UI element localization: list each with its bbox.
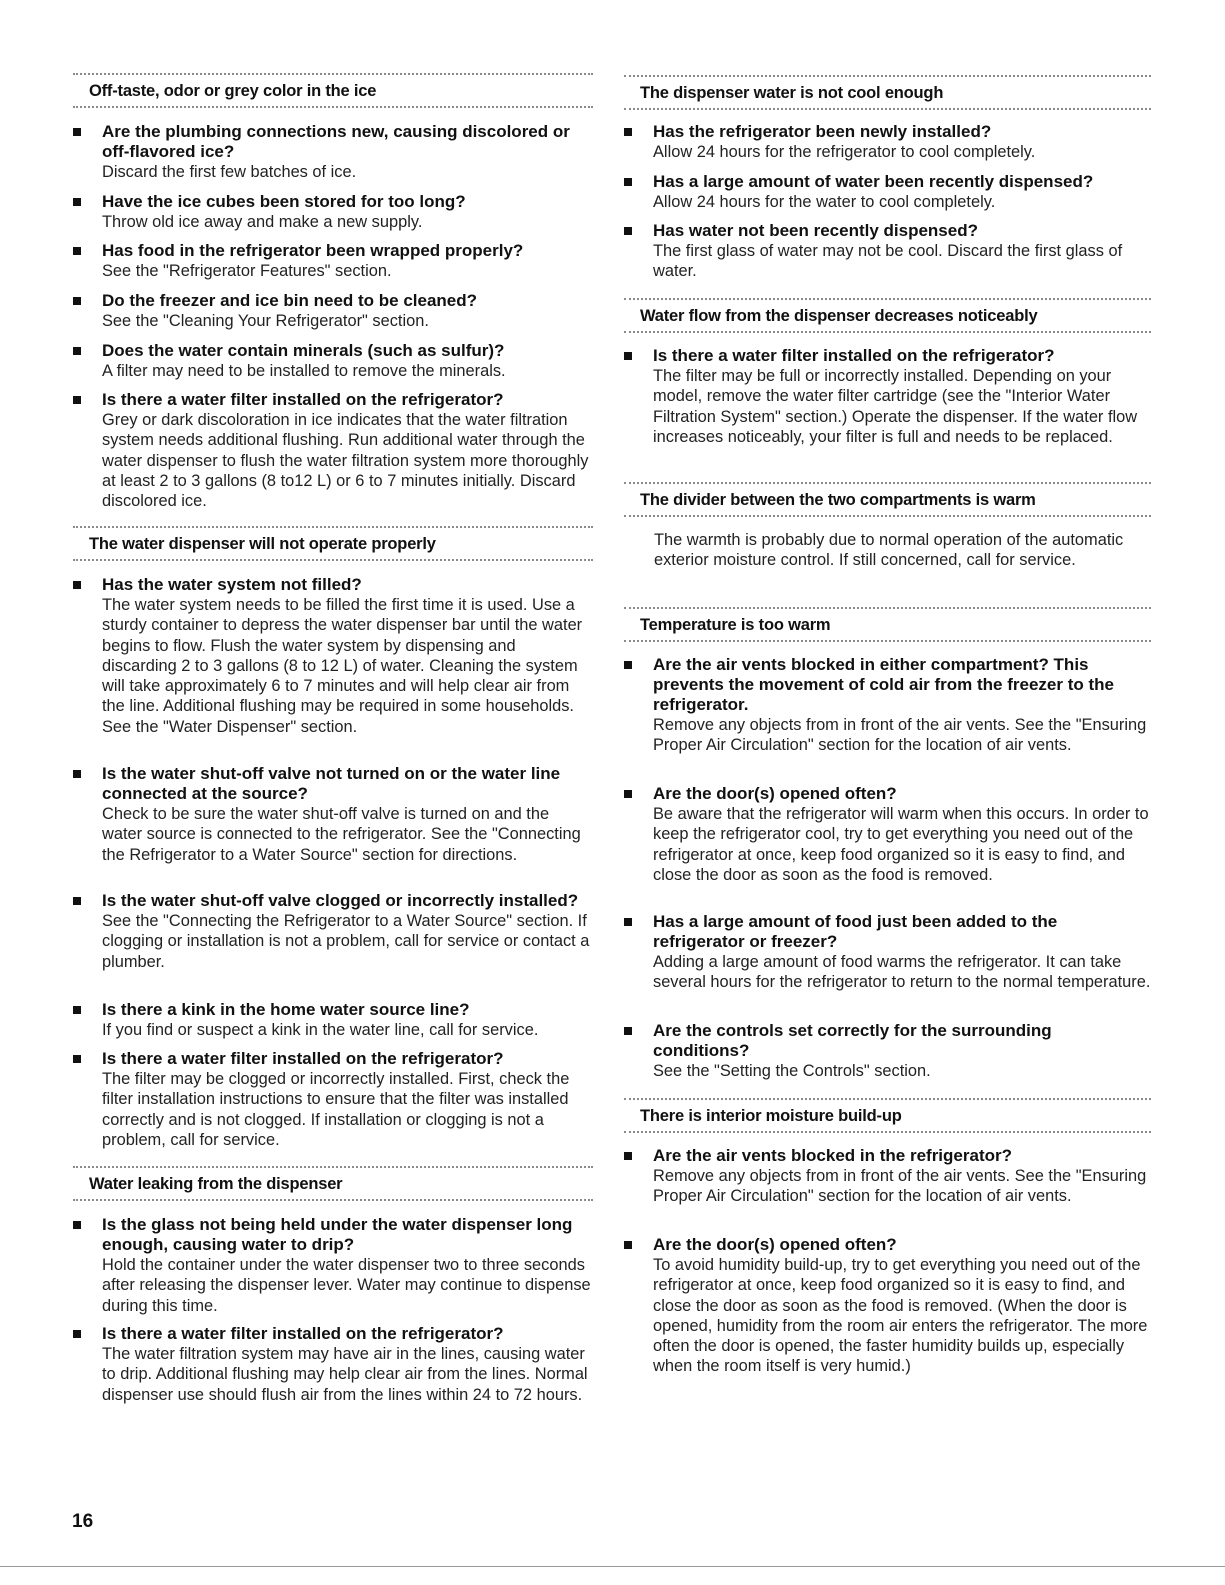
question: Do the freezer and ice bin need to be cleaned? — [102, 291, 478, 310]
answer: Adding a large amount of food warms the refrigerator. It can take several hours for the refrigerator to return to the normal temperature. — [653, 953, 1151, 992]
list-item — [624, 912, 1151, 993]
section-title: The water dispenser will not operate properly — [89, 535, 436, 553]
list-item — [73, 241, 593, 281]
answer: To avoid humidity build-up, try to get everything you need out of the refrigerator at once, keep food organized so it is easy to find, and close the door as soon as the food is removed. (When the door is opened, humidity from the room air enters the refrigerator. The more often the door is opened, the faster humidity builds up, especially when the room itself is very humid.) — [653, 1256, 1148, 1376]
dotted-rule — [624, 108, 1151, 110]
bullet-icon — [624, 661, 632, 669]
answer: See the "Refrigerator Features" section. — [102, 262, 392, 280]
section-title: Water leaking from the dispenser — [89, 1175, 343, 1193]
list-item — [624, 1021, 1151, 1081]
list-item — [73, 122, 593, 182]
answer: If you find or suspect a kink in the water line, call for service. — [102, 1021, 539, 1039]
question: Are the door(s) opened often? — [653, 1235, 897, 1254]
page-number: 16 — [72, 1511, 94, 1532]
section-title: Off-taste, odor or grey color in the ice — [89, 82, 377, 100]
section-title: Temperature is too warm — [640, 616, 831, 634]
list-item — [73, 764, 593, 865]
bullet-icon — [73, 1006, 81, 1014]
answer: The first glass of water may not be cool. Discard the first glass of water. — [653, 242, 1123, 281]
answer: Remove any objects from in front of the air vents. See the "Ensuring Proper Air Circulation" section for the location of air vents. — [653, 1167, 1147, 1206]
list-item — [73, 390, 593, 511]
bullet-icon — [624, 1152, 632, 1160]
answer: Throw old ice away and make a new supply. — [102, 213, 423, 231]
dotted-rule — [624, 607, 1151, 609]
section-header-water-leaking — [73, 1166, 593, 1206]
dotted-rule — [73, 106, 593, 108]
bullet-icon — [73, 297, 81, 305]
dotted-rule — [624, 482, 1151, 484]
bullet-icon — [73, 247, 81, 255]
answer: Allow 24 hours for the refrigerator to cool completely. — [653, 143, 1036, 161]
question: Has a large amount of food just been added to the refrigerator or freezer? — [653, 912, 1058, 951]
dotted-rule — [624, 331, 1151, 333]
dotted-rule — [73, 1166, 593, 1168]
question: Has water not been recently dispensed? — [653, 221, 978, 240]
section-title: There is interior moisture build-up — [640, 1107, 902, 1125]
list-item — [73, 1000, 593, 1040]
section-header-water-flow — [624, 298, 1151, 338]
bullet-icon — [624, 178, 632, 186]
bullet-icon — [73, 770, 81, 778]
question: Are the controls set correctly for the surrounding conditions? — [653, 1021, 1052, 1060]
bullet-icon — [73, 1221, 81, 1229]
bullet-icon — [624, 790, 632, 798]
dotted-rule — [624, 515, 1151, 517]
list-item — [624, 1235, 1151, 1377]
bullet-icon — [73, 128, 81, 136]
answer: The filter may be clogged or incorrectly installed. First, check the filter installation instructions to ensure that the filter was installed correctly and is not clogged. If installation or clogging is not a problem, call for service. — [102, 1070, 570, 1149]
section-header-water-not-cool — [624, 75, 1151, 115]
bullet-icon — [624, 128, 632, 136]
list-item — [73, 291, 593, 331]
question: Is the water shut-off valve not turned on or the water line connected at the source? — [102, 764, 561, 803]
answer: Grey or dark discoloration in ice indicates that the water filtration system needs additional flushing. Run additional water through the water dispenser to flush the water filtration system more thoroughly at least 2 to 3 gallons (8 to12 L) or 6 to 7 minutes initially. Discard discolored ice. — [102, 411, 589, 511]
question: Has the refrigerator been newly installed? — [653, 122, 992, 141]
list-item — [73, 341, 593, 381]
paragraph: The warmth is probably due to normal operation of the automatic exterior moisture control. If still concerned, call for service. — [654, 531, 1124, 570]
list-item — [73, 891, 593, 972]
answer: Be aware that the refrigerator will warm when this occurs. In order to keep the refrigerator cool, try to get everything you need out of the refrigerator at once, keep food organized so it is easy to find, and close the door as soon as the food is removed. — [653, 805, 1149, 884]
section-title: The divider between the two compartments is warm — [640, 491, 1036, 509]
question: Are the door(s) opened often? — [653, 784, 897, 803]
list-item — [73, 575, 593, 737]
bullet-icon — [73, 347, 81, 355]
section-title: The dispenser water is not cool enough — [640, 84, 944, 102]
dotted-rule — [624, 640, 1151, 642]
question: Is there a water filter installed on the refrigerator? — [102, 390, 504, 409]
question: Has the water system not filled? — [102, 575, 362, 594]
answer: Remove any objects from in front of the air vents. See the "Ensuring Proper Air Circulation" section for the location of air vents. — [653, 716, 1147, 755]
list-item — [624, 172, 1151, 212]
question: Are the air vents blocked in either compartment? This prevents the movement of cold air from the freezer to the refrigerator. — [653, 655, 1114, 714]
section-header-temperature-warm — [624, 607, 1151, 647]
dotted-rule — [73, 73, 593, 75]
list-item — [73, 1215, 593, 1316]
question: Is there a water filter installed on the refrigerator? — [102, 1049, 504, 1068]
section-header-dispenser-not-operating — [73, 526, 593, 566]
question: Is there a water filter installed on the refrigerator? — [653, 346, 1055, 365]
list-item — [624, 122, 1151, 162]
section-header-ice-odor — [73, 73, 593, 113]
section-header-moisture-build-up — [624, 1098, 1151, 1138]
bullet-icon — [73, 1330, 81, 1338]
dotted-rule — [624, 75, 1151, 77]
bullet-icon — [624, 918, 632, 926]
answer: See the "Connecting the Refrigerator to a Water Source" section. If clogging or installation is not a problem, call for service or contact a plumber. — [102, 912, 590, 971]
question: Is the water shut-off valve clogged or incorrectly installed? — [102, 891, 579, 910]
bullet-icon — [73, 1055, 81, 1063]
bullet-icon — [73, 581, 81, 589]
answer: A filter may need to be installed to remove the minerals. — [102, 362, 506, 380]
list-item — [624, 346, 1151, 447]
bullet-icon — [624, 352, 632, 360]
bullet-icon — [624, 227, 632, 235]
bullet-icon — [73, 396, 81, 404]
question: Are the air vents blocked in the refrigerator? — [653, 1146, 1012, 1165]
question: Is the glass not being held under the water dispenser long enough, causing water to drip? — [102, 1215, 573, 1254]
answer: Discard the first few batches of ice. — [102, 163, 357, 181]
list-item — [73, 1049, 593, 1150]
question: Have the ice cubes been stored for too long? — [102, 192, 466, 211]
question: Is there a kink in the home water source line? — [102, 1000, 470, 1019]
list-item — [73, 1324, 593, 1405]
answer: The filter may be full or incorrectly installed. Depending on your model, remove the water filter cartridge (see the "Interior Water Filtration System" section.) Operate the dispenser. If the water flow increases noticeably, your filter is full and needs to be replaced. — [653, 367, 1138, 446]
dotted-rule — [624, 1098, 1151, 1100]
list-item — [624, 655, 1151, 756]
bullet-icon — [73, 897, 81, 905]
list-item — [624, 1146, 1151, 1207]
bullet-icon — [73, 198, 81, 206]
section-header-divider-warm — [624, 482, 1151, 522]
question: Is there a water filter installed on the refrigerator? — [102, 1324, 504, 1343]
list-item — [624, 784, 1151, 885]
answer: Allow 24 hours for the water to cool completely. — [653, 193, 996, 211]
dotted-rule — [73, 526, 593, 528]
dotted-rule — [624, 298, 1151, 300]
question: Has food in the refrigerator been wrapped properly? — [102, 241, 524, 260]
answer: See the "Cleaning Your Refrigerator" section. — [102, 312, 429, 330]
dotted-rule — [624, 1131, 1151, 1133]
answer: The water filtration system may have air in the lines, causing water to drip. Additional flushing may help clear air from the lines. Normal dispenser use should flush air from the lines within 24 to 72 hours. — [102, 1345, 588, 1404]
answer: The water system needs to be filled the first time it is used. Use a sturdy container to depress the water dispenser bar until the water begins to flow. Flush the water system by dispensing and discarding 2 to 3 gallons (8 to 12 L) of water. Cleaning the system will take approximately 6 to 7 minutes and will help clear air from the line. Additional flushing may be required in some households. See the "Water Dispenser" section. — [102, 596, 583, 736]
question: Are the plumbing connections new, causing discolored or off-flavored ice? — [102, 122, 570, 161]
bullet-icon — [624, 1241, 632, 1249]
question: Does the water contain minerals (such as sulfur)? — [102, 341, 505, 360]
answer: Hold the container under the water dispenser two to three seconds after releasing the dispenser lever. Water may continue to dispense during this time. — [102, 1256, 591, 1315]
bullet-icon — [624, 1027, 632, 1035]
answer: Check to be sure the water shut-off valve is turned on and the water source is connected to the refrigerator. See the "Connecting the Refrigerator to a Water Source" section for directions. — [102, 805, 581, 864]
section-title: Water flow from the dispenser decreases noticeably — [640, 307, 1038, 325]
list-item — [73, 192, 593, 232]
page-bottom-rule — [0, 1566, 1225, 1567]
dotted-rule — [73, 1199, 593, 1201]
question: Has a large amount of water been recently dispensed? — [653, 172, 1094, 191]
list-item — [624, 221, 1151, 282]
answer: See the "Setting the Controls" section. — [653, 1062, 931, 1080]
dotted-rule — [73, 559, 593, 561]
